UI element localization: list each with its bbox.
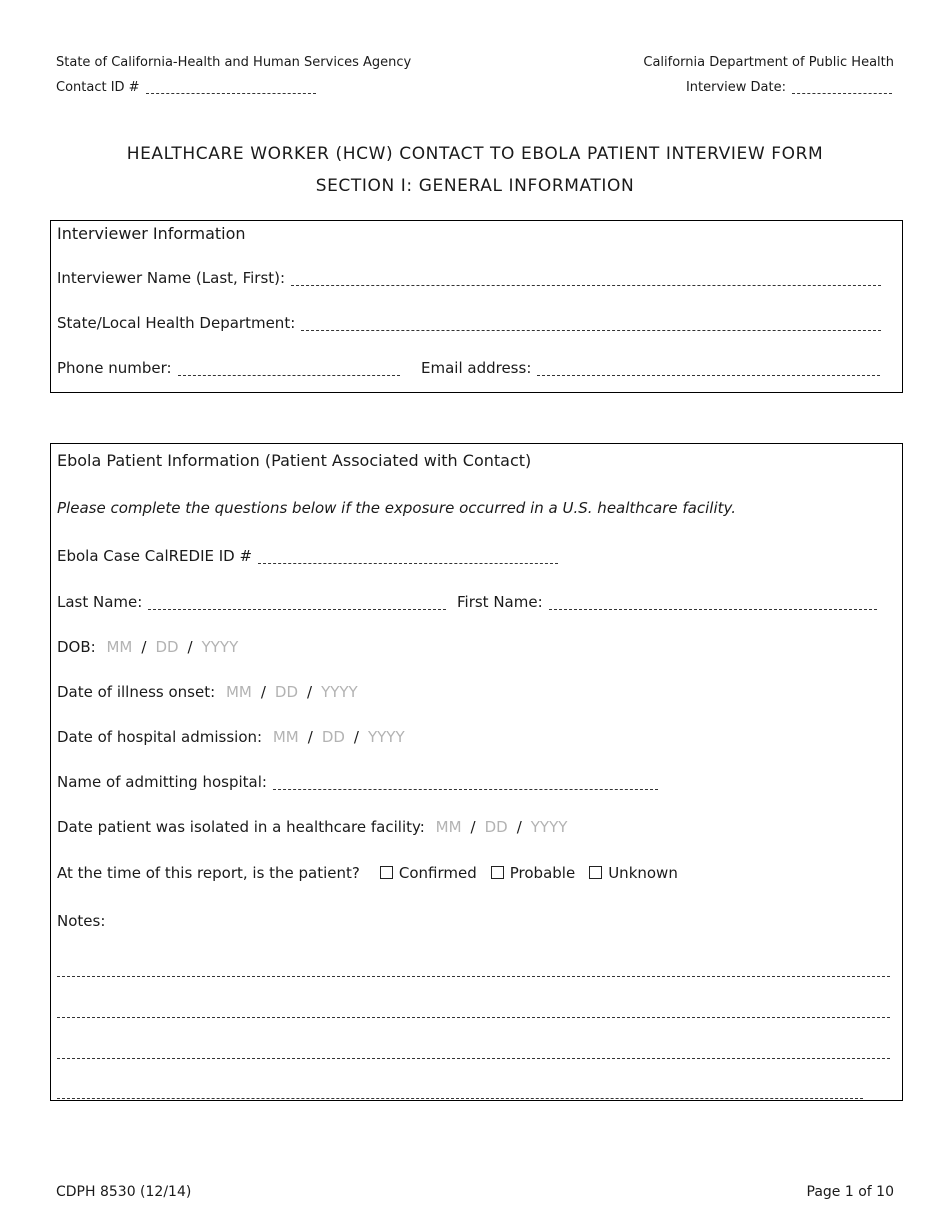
email-field[interactable] [421, 359, 880, 377]
last-name-field[interactable] [57, 593, 446, 611]
isolation-sep-1: / [470, 818, 476, 836]
onset-sep-2: / [307, 683, 313, 701]
dob-sep-1: / [141, 638, 147, 656]
interviewer-name-line[interactable] [291, 285, 881, 286]
unknown-option-label: Unknown [608, 864, 678, 882]
isolation-yyyy[interactable]: YYYY [530, 818, 568, 836]
interviewer-heading: Interviewer Information [57, 224, 246, 243]
notes-line-4[interactable] [57, 1098, 863, 1099]
admitting-hospital-label: Name of admitting hospital: [57, 773, 267, 791]
interview-date-label: Interview Date: [685, 80, 786, 95]
section-title: SECTION I: GENERAL INFORMATION [315, 176, 635, 196]
isolation-date-field[interactable] [57, 818, 567, 836]
page-number: Page 1 of 10 [806, 1184, 894, 1200]
agency-name: State of California-Health and Human Services Agency [56, 55, 412, 70]
dob-sep-2: / [187, 638, 193, 656]
interviewer-info-box [50, 220, 903, 393]
isolation-dd[interactable]: DD [484, 818, 508, 836]
patient-heading: Ebola Patient Information (Patient Associated with Contact) [57, 451, 532, 470]
form-id: CDPH 8530 (12/14) [56, 1184, 192, 1200]
patient-status-question [57, 864, 678, 882]
admission-dd[interactable]: DD [321, 728, 345, 746]
dob-field[interactable] [57, 638, 238, 656]
calredie-id-line[interactable] [258, 563, 558, 564]
onset-mm[interactable]: MM [225, 683, 252, 701]
last-name-label: Last Name: [57, 593, 143, 611]
notes-line-3[interactable] [57, 1058, 890, 1059]
interview-date-field[interactable] [686, 80, 892, 95]
form-title: HEALTHCARE WORKER (HCW) CONTACT TO EBOLA PATIENT INTERVIEW FORM [126, 144, 824, 164]
calredie-id-label: Ebola Case CalREDIE ID # [57, 547, 253, 565]
email-label: Email address: [421, 359, 532, 377]
probable-checkbox[interactable] [491, 866, 504, 879]
onset-date-field[interactable] [57, 683, 358, 701]
onset-sep-1: / [260, 683, 266, 701]
isolation-sep-2: / [516, 818, 522, 836]
admission-sep-1: / [307, 728, 313, 746]
patient-instruction: Please complete the questions below if the exposure occurred in a U.S. healthcare facility. [57, 499, 736, 517]
notes-line-2[interactable] [57, 1017, 890, 1018]
patient-status-label: At the time of this report, is the patient? [57, 864, 360, 882]
contact-id-field[interactable] [56, 80, 316, 95]
department-name: California Department of Public Health [643, 55, 894, 70]
notes-label: Notes: [57, 912, 106, 930]
first-name-field[interactable] [457, 593, 877, 611]
isolation-date-label: Date patient was isolated in a healthcare facility: [57, 818, 425, 836]
probable-option-label: Probable [509, 864, 576, 882]
admitting-hospital-field[interactable] [57, 773, 658, 791]
confirmed-checkbox[interactable] [380, 866, 393, 879]
notes-line-1[interactable] [57, 976, 890, 977]
admission-yyyy[interactable]: YYYY [367, 728, 405, 746]
contact-id-label: Contact ID # [56, 80, 140, 95]
contact-id-line[interactable] [146, 93, 316, 94]
interview-date-line[interactable] [792, 93, 892, 94]
last-name-line[interactable] [148, 609, 446, 610]
dob-mm[interactable]: MM [106, 638, 133, 656]
onset-dd[interactable]: DD [274, 683, 298, 701]
health-department-field[interactable] [57, 314, 881, 332]
admission-date-field[interactable] [57, 728, 405, 746]
admission-mm[interactable]: MM [272, 728, 299, 746]
health-department-line[interactable] [301, 330, 881, 331]
health-department-label: State/Local Health Department: [57, 314, 296, 332]
onset-date-label: Date of illness onset: [57, 683, 216, 701]
admitting-hospital-line[interactable] [273, 789, 658, 790]
phone-line[interactable] [178, 375, 400, 376]
first-name-label: First Name: [457, 593, 543, 611]
unknown-checkbox[interactable] [589, 866, 602, 879]
first-name-line[interactable] [549, 609, 877, 610]
patient-info-box [50, 443, 903, 1101]
onset-yyyy[interactable]: YYYY [321, 683, 358, 701]
interviewer-name-label: Interviewer Name (Last, First): [57, 269, 286, 287]
phone-label: Phone number: [57, 359, 172, 377]
admission-date-label: Date of hospital admission: [57, 728, 263, 746]
dob-yyyy[interactable]: YYYY [201, 638, 239, 656]
dob-label: DOB: [57, 638, 96, 656]
isolation-mm[interactable]: MM [435, 818, 462, 836]
email-line[interactable] [537, 375, 880, 376]
calredie-id-field[interactable] [57, 547, 558, 565]
confirmed-option-label: Confirmed [398, 864, 477, 882]
admission-sep-2: / [353, 728, 359, 746]
interviewer-name-field[interactable] [57, 269, 881, 287]
dob-dd[interactable]: DD [155, 638, 179, 656]
phone-field[interactable] [57, 359, 400, 377]
